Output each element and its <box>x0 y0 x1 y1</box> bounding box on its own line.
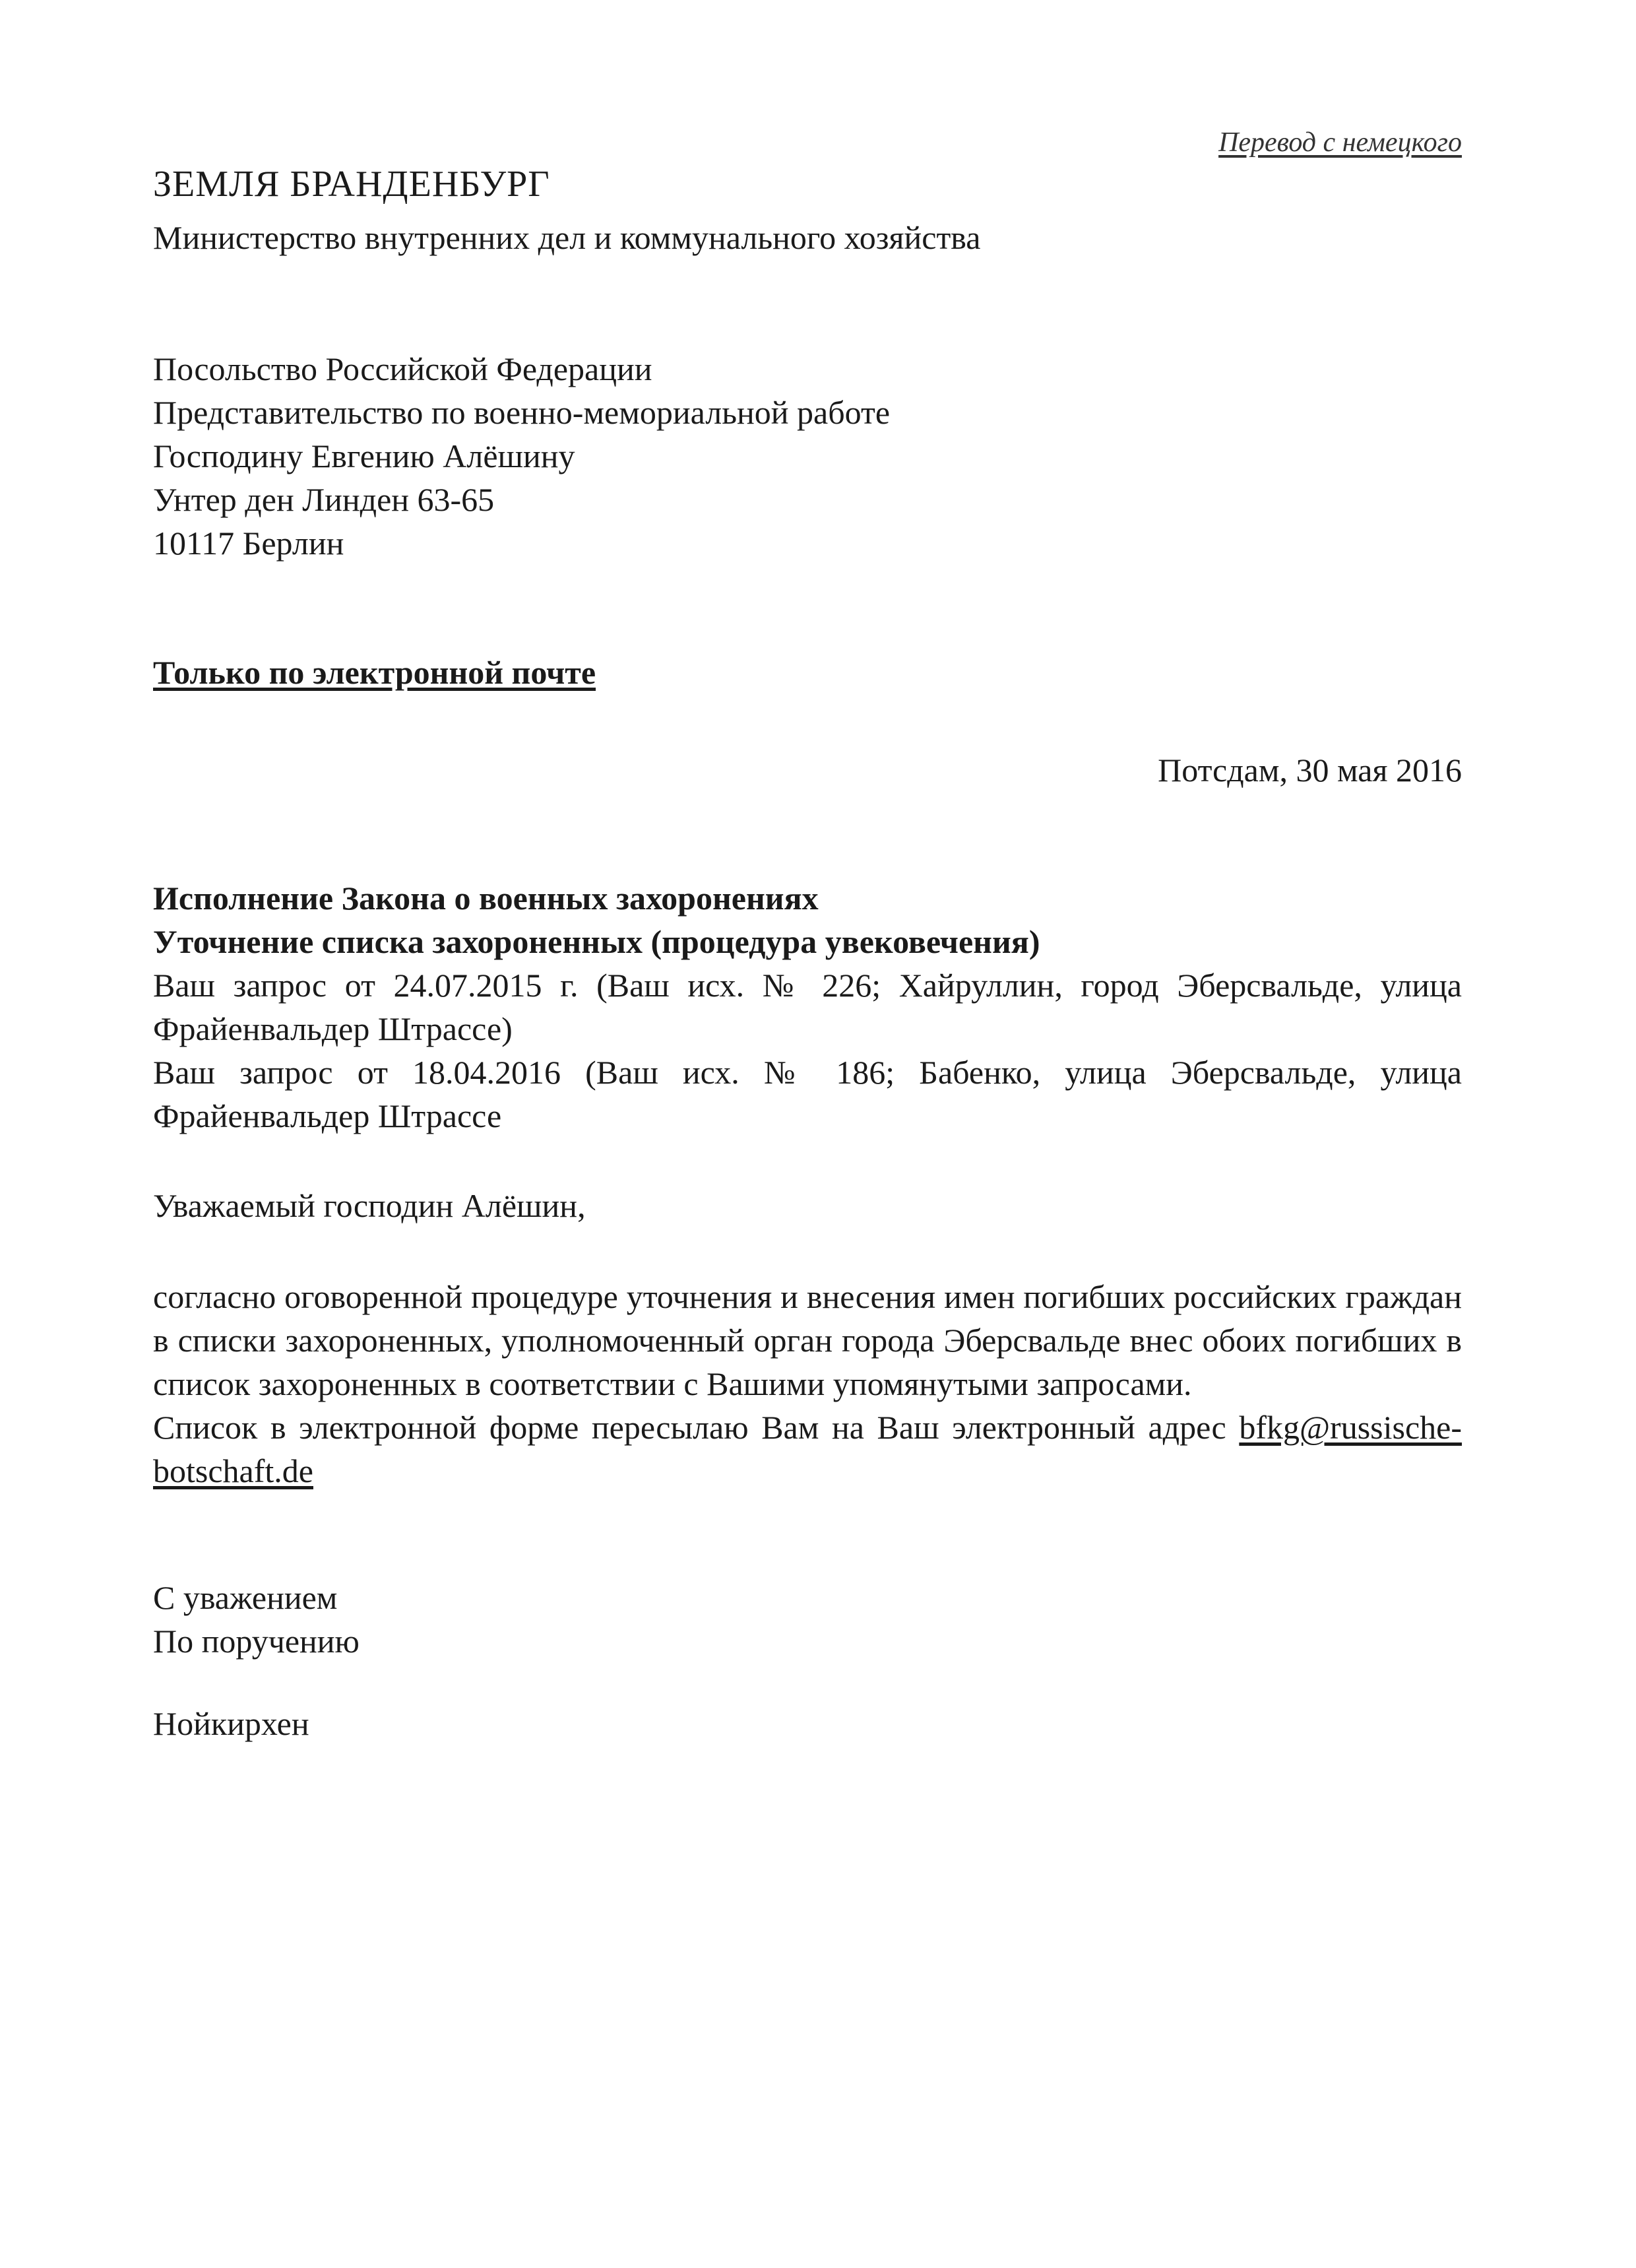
recipient-address-block <box>153 347 890 565</box>
closing-regards: С уважением <box>153 1579 338 1616</box>
body-paragraph-2 <box>153 1406 1462 1493</box>
recipient-line-street: Унтер ден Линден 63-65 <box>153 481 495 518</box>
body-paragraph-2-text: Список в электронной форме пересылаю Вам на Ваш электронный адрес <box>153 1409 1226 1446</box>
subject-reference-1: Ваш запрос от 24.07.2015 г. (Ваш исх. № 226; Хайруллин, город Эберсвальде, улица Фрайенвальдер Штрассе) <box>153 967 1462 1047</box>
recipient-line-embassy: Посольство Российской Федерации <box>153 350 652 387</box>
email-link[interactable]: bfkg@russische-botschaft.de <box>153 1409 1462 1489</box>
subject-reference-2: Ваш запрос от 18.04.2016 (Ваш исх. № 186; Бабенко, улица Эберсвальде, улица Фрайенвальдер Штрассе <box>153 1054 1462 1134</box>
recipient-line-city: 10117 Берлин <box>153 525 344 562</box>
signature-name: Нойкирхен <box>153 1705 309 1742</box>
body-paragraph-1: согласно оговоренной процедуре уточнения и внесения имен погибших российских граждан в списки захороненных, уполномоченный орган города Эберсвальде внес обоих погибших в список захороненных в соответствии с Вашими упомянутыми запросами. <box>153 1278 1462 1402</box>
translation-note: Перевод с немецкого <box>1218 127 1462 158</box>
closing-block <box>153 1576 360 1663</box>
delivery-note: Только по электронной почте <box>153 654 596 691</box>
ministry-line: Министерство внутренних дел и коммунального хозяйства <box>153 219 981 256</box>
recipient-line-name: Господину Евгению Алёшину <box>153 437 575 474</box>
subject-line-1: Исполнение Закона о военных захоронениях <box>153 880 819 917</box>
state-heading: ЗЕМЛЯ БРАНДЕНБУРГ <box>153 164 550 205</box>
closing-on-behalf: По поручению <box>153 1623 360 1660</box>
recipient-line-office: Представительство по военно-мемориальной работе <box>153 394 891 431</box>
subject-block <box>153 876 1462 1138</box>
letter-body <box>153 1275 1462 1493</box>
subject-line-2: Уточнение списка захороненных (процедура увековечения) <box>153 923 1040 960</box>
salutation: Уважаемый господин Алёшин, <box>153 1187 586 1224</box>
place-date: Потсдам, 30 мая 2016 <box>1158 752 1462 789</box>
